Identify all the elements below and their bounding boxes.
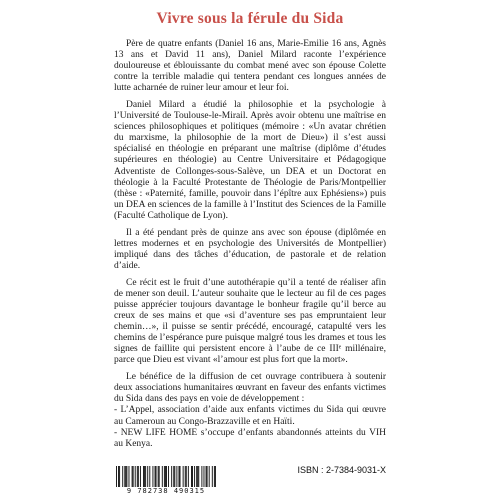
barcode-bar [165,466,166,487]
barcode-bar [143,466,144,487]
barcode-bar [118,466,119,487]
barcode-bar [122,466,123,487]
barcode-bar [132,466,133,487]
barcode-bar [152,466,153,487]
barcode-bar [144,466,145,487]
barcode-bar [119,466,120,487]
barcode-bar [174,466,175,487]
barcode-bar [140,466,141,487]
barcode-bar [176,466,177,487]
barcode-bar [198,466,199,487]
paragraph-book-purpose: Ce récit est le fruit d’une autothérapie qu’il a tenté de réaliser afin de mener son deuil. L’auteur souhaite que le lecteur au fil de ces pages puisse apprécier toujours davantage le bonheur fragile qu’il berce au creux de ses mains et que «si d’aventure ses pas empruntaient leur chemin…», il puisse se sentir précédé, encouragé, catapulté vers les chemins de l’espérance pure puisque malgré tous les drames et tous les signes de faillite qui persistent encore à l’aube de ce IIIᵉ millénaire, parce que Dieu est vivant «l’amour est plus fort que la mort». [114,277,386,366]
barcode-bar [126,466,127,487]
barcode-bar [188,466,189,487]
barcode-bar [212,466,213,487]
barcode [116,466,216,496]
barcode-bar [171,466,172,487]
isbn-number: ISBN : 2-7384-9031-X [297,465,386,475]
barcode-bar [214,466,215,487]
barcode-bar [194,466,195,487]
barcode-digits: 9 782738 490315 [126,487,206,495]
barcode-bar [215,466,216,487]
barcode-bar [173,466,174,487]
barcode-bar [209,466,210,487]
barcode-bar [129,466,130,487]
barcode-bar [145,466,146,487]
barcode-bar [138,466,139,487]
barcode-bar [159,466,160,487]
paragraph-charity-intro: Le bénéfice de la diffusion de cet ouvrage contribuera à soutenir deux associations humanitaires œuvrant en faveur des enfants victimes du Sida dans des pays en voie de développement : [114,372,386,405]
paragraph-author-intro: Père de quatre enfants (Daniel 16 ans, Marie-Emilie 16 ans, Agnès 13 ans et David 11 ans), Daniel Milard raconte l’expérience douloureuse et éblouissante du combat mené avec son épouse Colette contre la terrible maladie qui tentera pendant ces longues années de lutte acharnée de ruiner leur amour et leur foi. [114,39,386,94]
barcode-bars-graphic [116,466,216,487]
barcode-bar [156,466,157,487]
paragraph-author-career: Il a été pendant près de quinze ans avec son épouse (diplômée en lettres modernes et en psychologie des Universités de Montpellier) impliqué dans des tâches d’éducation, de pastorale et de relation d’aide. [114,227,386,271]
barcode-bar [137,466,138,487]
barcode-bar [168,466,169,487]
barcode-bar [197,466,198,487]
barcode-bar [191,466,192,487]
barcode-bar [201,466,202,487]
barcode-bar [147,466,148,487]
barcode-bar [133,466,134,487]
barcode-bar [186,466,187,487]
barcode-bar [149,466,150,487]
charity-item-new-life-home: - NEW LIFE HOME s’occupe d’enfants abandonnés atteints du VIH au Kenya. [114,427,386,449]
barcode-bar [155,466,156,487]
charity-item-appel: - L’Appel, association d’aide aux enfants victimes du Sida qui œuvre au Cameroun au Congo-Brazzaville et en Haïti. [114,405,386,427]
barcode-bar [135,466,136,487]
barcode-bar [124,466,125,487]
barcode-bar [204,466,205,487]
barcode-bar [158,466,159,487]
barcode-bar [185,466,186,487]
barcode-bar [166,466,167,487]
barcode-bar [207,466,208,487]
barcode-bar [180,466,181,487]
barcode-bar [192,466,193,487]
barcode-bar [196,466,197,487]
barcode-bar [179,466,180,487]
back-cover-text [114,39,386,450]
paragraph-author-studies: Daniel Milard a étudié la philosophie et la psychologie à l’Université de Toulouse-le-Mirail. Après avoir obtenu une maîtrise en sciences philosophiques et politiques (mémoire : «Un avatar chrétien du marxisme, la philosophie de la mort de Dieu») il s’est aussi spécialisé en théologie en préparant une maîtrise (diplôme d’études supérieures en théologie) au Centre Universitaire et Pédagogique Adventiste de Collonges-sous-Salève, un DEA et un Doctorat en théologie à la Faculté Protestante de Théologie de Paris/Montpellier (thèse : «Paternité, famille, pouvoir dans l’épître aux Ephésiens») puis un DEA en sciences de la famille à l’Institut des Sciences de la Famille (Faculté Catholique de Lyon). [114,100,386,221]
barcode-bar [164,466,165,487]
barcode-bar [125,466,126,487]
barcode-bar [116,466,117,487]
barcode-bar [183,466,184,487]
barcode-bar [162,466,163,487]
book-title: Vivre sous la férule du Sida [156,10,344,27]
barcode-bar [206,466,207,487]
